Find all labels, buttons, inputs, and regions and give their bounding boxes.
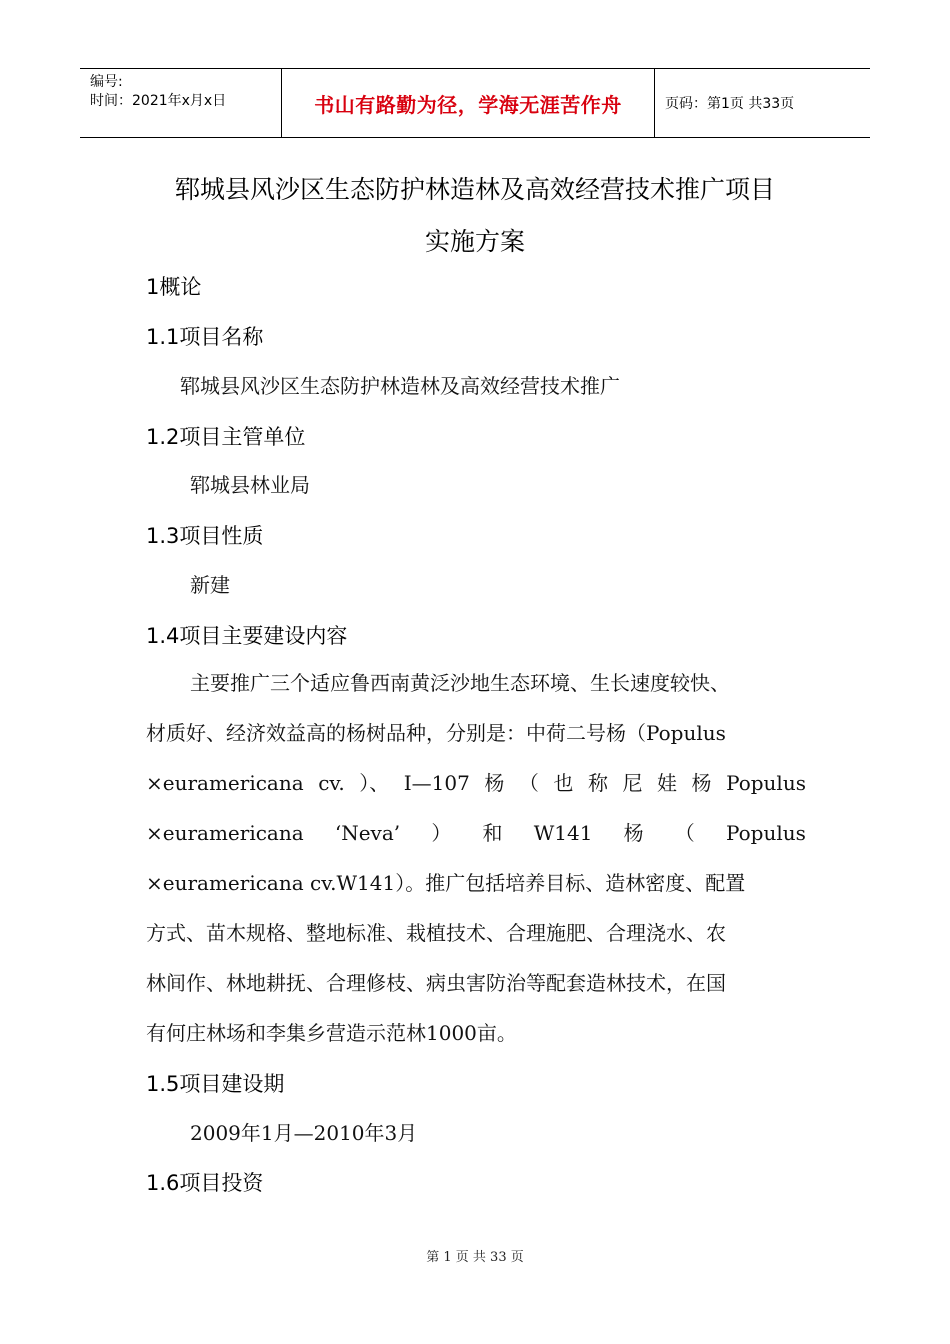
number-label: 编号: [90, 74, 123, 90]
paragraph-line: 材质好、经济效益高的杨树品种，分别是：中荷二号杨（Populus [146, 721, 726, 745]
section-heading-1-2: 1.2项目主管单位 [146, 425, 306, 449]
word: 称 [587, 771, 608, 795]
word: Populus [726, 771, 806, 795]
word: 也 [553, 771, 574, 795]
paragraph-line: 有何庄林场和李集乡营造示范林1000亩。 [146, 1021, 517, 1045]
time-label: 时间：2021年x月x日 [90, 93, 227, 109]
page-footer: 第 1 页 共 33 页 [426, 1250, 524, 1265]
word: ） [431, 821, 452, 845]
paragraph-line: 主要推广三个适应鲁西南黄泛沙地生态环境、生长速度较快、 [190, 671, 730, 695]
word: ）、 [359, 771, 390, 795]
word: ×euramericana [146, 821, 304, 845]
section-heading-1-3: 1.3项目性质 [146, 524, 264, 548]
paragraph-line-justified [146, 818, 806, 868]
paragraph-line-justified [146, 768, 806, 818]
period-text: 2009年1月—2010年3月 [190, 1121, 418, 1145]
word: ×euramericana [146, 771, 304, 795]
word: 杨 [623, 821, 644, 845]
page-info: 页码：第1页 共33页 [665, 96, 795, 112]
section-heading-1-4: 1.4项目主要建设内容 [146, 624, 348, 648]
word: 和 [482, 821, 503, 845]
document-title-line2: 实施方案 [424, 227, 525, 256]
content-paragraph [146, 668, 806, 1068]
paragraph-line: ×euramericana cv.W141）。推广包括培养目标、造林密度、配置 [146, 871, 746, 895]
word: cv. [318, 771, 345, 795]
nature-text: 新建 [190, 573, 230, 597]
paragraph-line: 方式、苗木规格、整地标准、栽植技术、合理施肥、合理浇水、农 [146, 921, 726, 945]
word: 杨 [484, 771, 505, 795]
header-table [80, 68, 870, 138]
word: ‘Neva’ [334, 821, 401, 845]
word: 尼 [622, 771, 643, 795]
word: （ [674, 821, 695, 845]
word: I—107 [403, 771, 470, 795]
header-page-cell [655, 69, 870, 137]
word: Populus [725, 821, 806, 845]
section-heading-1: 1概论 [146, 275, 202, 299]
word: 杨 [691, 771, 712, 795]
section-heading-1-6: 1.6项目投资 [146, 1171, 264, 1195]
word: （ [518, 771, 539, 795]
header-motto-cell [282, 69, 655, 137]
document-title-line1: 郓城县风沙区生态防护林造林及高效经营技术推广项目 [174, 175, 775, 204]
word: 娃 [657, 771, 677, 795]
header-meta-cell [80, 69, 282, 137]
project-name-text: 郓城县风沙区生态防护林造林及高效经营技术推广 [180, 374, 620, 398]
paragraph-line: 林间作、林地耕抚、合理修枝、病虫害防治等配套造林技术，在国 [146, 971, 726, 995]
section-heading-1-5: 1.5项目建设期 [146, 1072, 285, 1096]
word: W141 [533, 821, 593, 845]
motto-text: 书山有路勤为径，学海无涯苦作舟 [314, 92, 622, 117]
section-heading-1-1: 1.1项目名称 [146, 325, 264, 349]
authority-text: 郓城县林业局 [190, 473, 310, 497]
